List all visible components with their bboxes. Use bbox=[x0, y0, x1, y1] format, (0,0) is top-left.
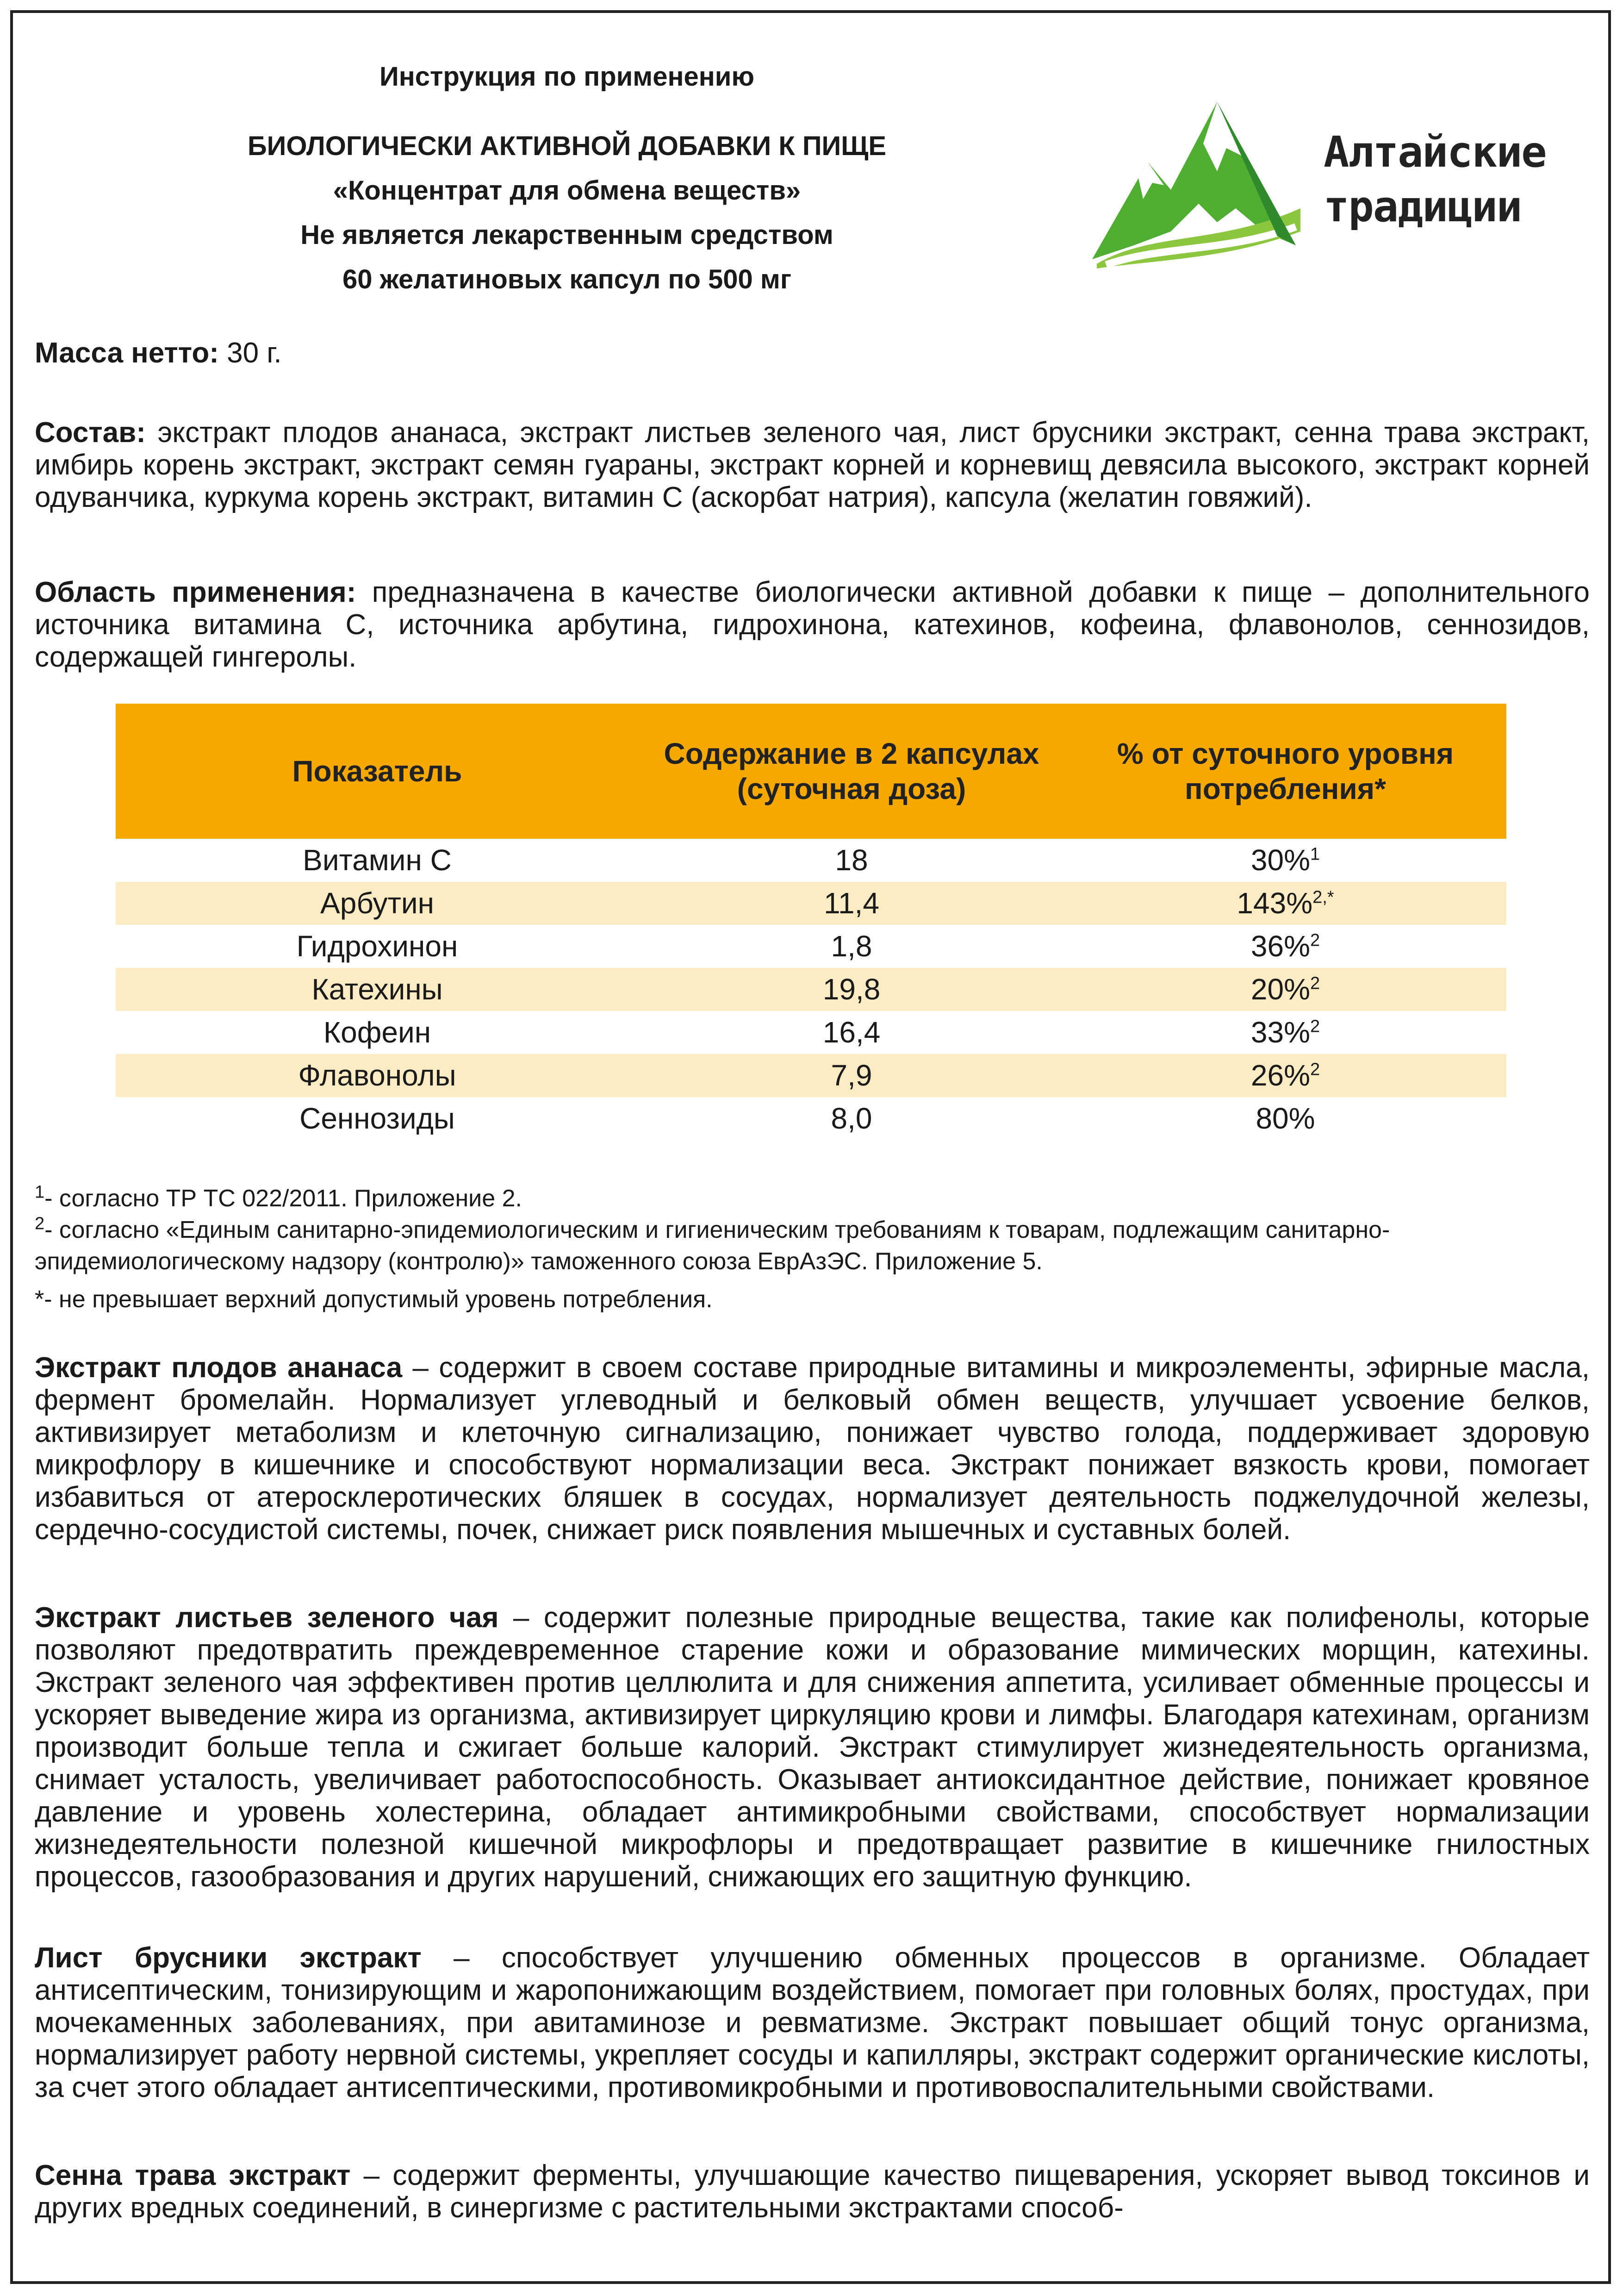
row-name: Арбутин bbox=[116, 882, 639, 925]
row-name: Кофеин bbox=[323, 1016, 431, 1049]
row-value: 7,9 bbox=[639, 1054, 1064, 1097]
section-senna bbox=[35, 2159, 1590, 2224]
document-header bbox=[116, 55, 1018, 302]
section-label: Лист брусники экстракт bbox=[35, 1942, 422, 1974]
row-value: 18 bbox=[835, 843, 868, 877]
footnotes bbox=[35, 1183, 1590, 1315]
row-percent: 143%$^{2,*}$ bbox=[1064, 882, 1506, 925]
section-text: – содержит ферменты, улучшающие качество пищеварения, ускоряет вывод токсинов и других вредных соединений, в синергизме с растительными экстрактами способ- bbox=[35, 2159, 1590, 2224]
section-pineapple bbox=[35, 1352, 1590, 1546]
table-row bbox=[116, 1097, 1506, 1140]
row-value: 16,4 bbox=[822, 1016, 881, 1049]
row-percent: 33%$^2$ bbox=[1250, 1016, 1320, 1049]
row-percent: 20%$^2$ bbox=[1064, 968, 1506, 1011]
row-percent: 26%$^2$ bbox=[1064, 1054, 1506, 1097]
mass-paragraph bbox=[35, 337, 1590, 369]
row-value: 8,0 bbox=[831, 1102, 872, 1135]
footnote-3: *- не превышает верхний допустимый уровень потребления. bbox=[35, 1286, 713, 1313]
row-name: Сеннозиды bbox=[299, 1102, 455, 1135]
application-text: предназначена в качестве биологически активной добавки к пище – дополнительного источника витамина С, источника арбутина, гидрохинона, катехинов, кофеина, флавонолов, сеннозидов, содержащей гингеролы. bbox=[35, 576, 1590, 673]
header-packaging: 60 желатиновых капсул по 500 мг bbox=[342, 264, 791, 294]
mass-label: Масса нетто: bbox=[35, 337, 219, 369]
table-row bbox=[116, 925, 1506, 968]
row-value: 11,4 bbox=[639, 882, 1064, 925]
header-disclaimer: Не является лекарственным средством bbox=[300, 220, 833, 250]
row-value: 19,8 bbox=[639, 968, 1064, 1011]
section-label: Сенна трава экстракт bbox=[35, 2159, 351, 2191]
table-row bbox=[116, 1011, 1506, 1054]
composition-label: Состав: bbox=[35, 417, 146, 449]
brand-logo bbox=[1078, 93, 1587, 268]
section-lingonberry bbox=[35, 1942, 1590, 2104]
table-row bbox=[116, 882, 1506, 925]
mass-value: 30 г. bbox=[218, 337, 282, 369]
row-percent: 80% bbox=[1256, 1102, 1315, 1135]
footnote-1: $^1$- согласно ТР ТС 022/2011. Приложение 2. bbox=[35, 1182, 522, 1212]
footnote-2: $^2$- согласно «Единым санитарно-эпидемиологическим и гигиеническим требованиям к товарам, подлежащим санитарно-эпидемиологическому надзору (контролю)» таможенного союза ЕврАзЭС. Приложение 5. bbox=[35, 1214, 1390, 1275]
table-header-percent: % от суточного уровня потребления* bbox=[1064, 704, 1506, 839]
composition-paragraph bbox=[35, 417, 1590, 514]
row-name: Флавонолы bbox=[116, 1054, 639, 1097]
section-label: Экстракт плодов ананаса bbox=[35, 1352, 403, 1384]
section-label: Экстракт листьев зеленого чая bbox=[35, 1602, 499, 1634]
row-value: 1,8 bbox=[831, 930, 872, 963]
table-header-indicator: Показатель bbox=[116, 704, 639, 839]
row-name: Гидрохинон bbox=[296, 930, 458, 963]
header-product-name: «Концентрат для обмена веществ» bbox=[333, 175, 801, 206]
section-text: – содержит полезные природные вещества, такие как полифенолы, которые позволяют предотвратить преждевременное старение кожи и образование мимических морщин, катехины. Экстракт зеленого чая эффективен против целлюлита и для снижения аппетита, усиливает обменные процессы и ускоряет выведение жира из организма, активизирует циркуляцию крови и лимфы. Благодаря катехинам, организм производит больше тепла и сжигает больше калорий. Экстракт стимулирует жизнедеятельность организма, снимает усталость, увеличивает работоспособность. Оказывает антиоксидантное действие, понижает кровяное давление и уровень холестерина, обладает антимикробными свойствами, способствует нормализации жизнедеятельности полезной кишечной микрофлоры и предотвращает развитие в кишечнике гнилостных процессов, газообразования и других нарушений, снижающих его защитную функцию. bbox=[35, 1602, 1590, 1893]
brand-name bbox=[1324, 125, 1583, 234]
section-green-tea bbox=[35, 1602, 1590, 1893]
row-name: Катехины bbox=[116, 968, 639, 1011]
row-name: Витамин С bbox=[303, 843, 452, 877]
header-instruction: Инструкция по применению bbox=[379, 62, 754, 92]
section-text: – способствует улучшению обменных процессов в организме. Обладает антисептическим, тонизирующим и жаропонижающим воздействием, помогает при головных болях, простудах, при мочекаменных заболеваниях, при авитаминозе и ревматизме. Экстракт повышает общий тонус организма, нормализирует работу нервной системы, укрепляет сосуды и капилляры, экстракт содержит органические кислоты, за счет этого обладает антисептическими, противомикробными и противовоспалительными свойствами. bbox=[35, 1942, 1590, 2103]
table-row bbox=[116, 968, 1506, 1011]
composition-text: экстракт плодов ананаса, экстракт листьев зеленого чая, лист брусники экстракт, сенна трава экстракт, имбирь корень экстракт, экстракт семян гуараны, экстракт корней и корневищ девясила высокого, экстракт корней одуванчика, куркума корень экстракт, витамин С (аскорбат натрия), капсула (желатин говяжий). bbox=[35, 417, 1590, 513]
table-row bbox=[116, 839, 1506, 882]
section-text: – содержит в своем составе природные витамины и микроэлементы, эфирные масла, фермент бромелайн. Нормализует углеводный и белковый обмен веществ, улучшает усвоение белков, активизирует метаболизм и клеточную сигнализацию, понижает чувство голода, поддерживает здоровую микрофлору в кишечнике и способствуют нормализации веса. Экстракт понижает вязкость крови, помогает избавиться от атеросклеротических бляшек в сосудах, нормализует деятельность поджелудочной железы, сердечно-сосудистой системы, почек, снижает риск появления мышечных и суставных болей. bbox=[35, 1352, 1590, 1546]
header-product-type: БИОЛОГИЧЕСКИ АКТИВНОЙ ДОБАВКИ К ПИЩЕ bbox=[247, 131, 887, 161]
row-percent: 30%$^1$ bbox=[1250, 843, 1320, 877]
table-row bbox=[116, 1054, 1506, 1097]
table-header-row bbox=[116, 704, 1506, 839]
brand-name-line1: Алтайские bbox=[1324, 127, 1546, 177]
mountain-logo-icon bbox=[1078, 93, 1319, 268]
row-percent: 36%$^2$ bbox=[1250, 930, 1320, 963]
application-paragraph bbox=[35, 576, 1590, 674]
application-label: Область применения: bbox=[35, 576, 356, 608]
table-header-content: Содержание в 2 капсулах (суточная доза) bbox=[639, 704, 1064, 839]
nutrient-table bbox=[116, 704, 1506, 1140]
brand-name-line2: традиции bbox=[1324, 182, 1522, 231]
